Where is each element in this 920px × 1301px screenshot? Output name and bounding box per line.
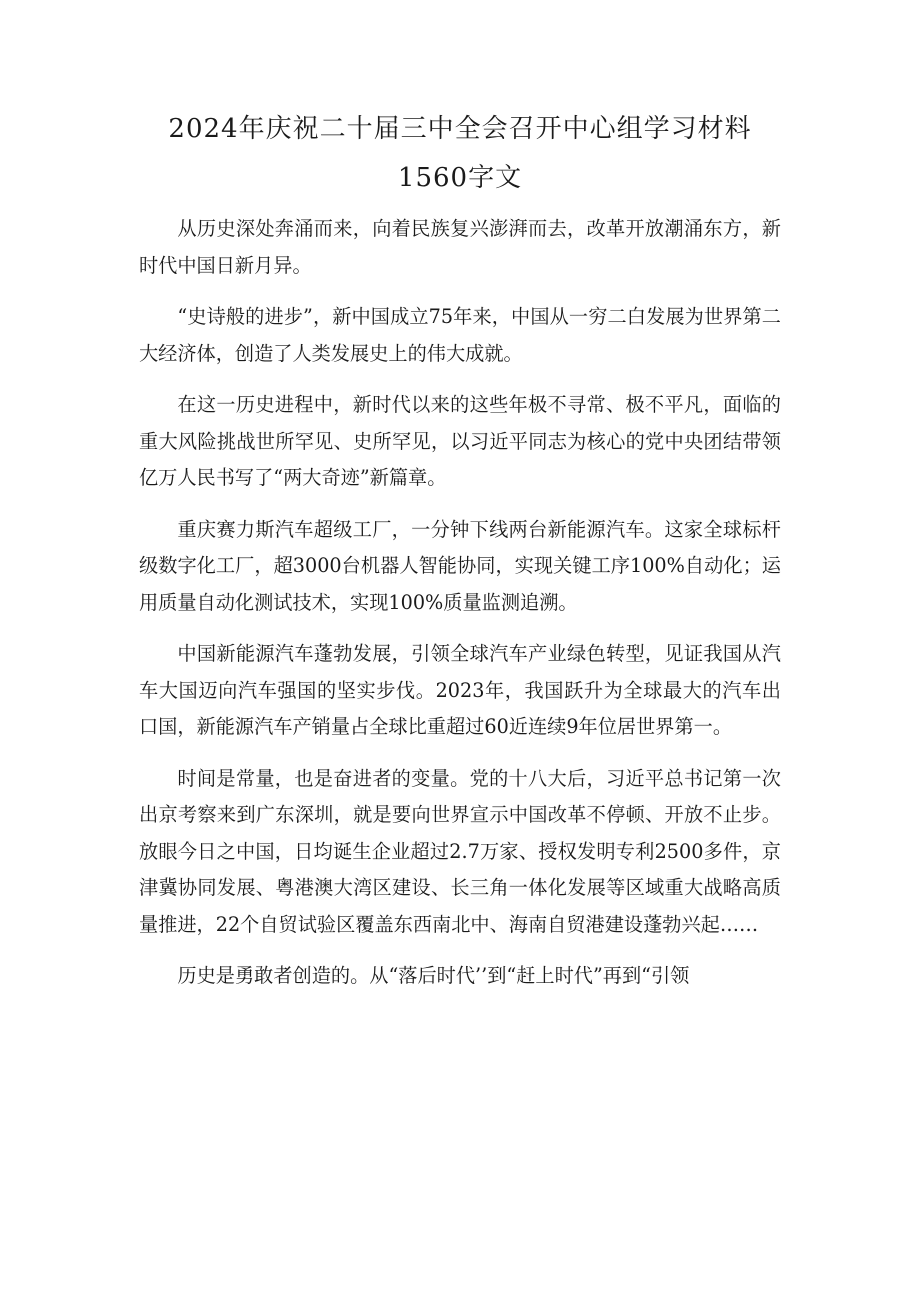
paragraph-5: 中国新能源汽车蓬勃发展，引领全球汽车产业绿色转型，见证我国从汽车大国迈向汽车强国的坚实步伐。2023年，我国跃升为全球最大的汽车出口国，新能源汽车产销量占全球比重超过60近连续9年位居世界第一。 xyxy=(139,642,781,738)
paragraph-2: “史诗般的进步”，新中国成立75年来，中国从一穷二白发展为世界第二大经济体，创造了人类发展史上的伟大成就。 xyxy=(139,305,781,365)
paragraph-7: 历史是勇敢者创造的。从“落后时代’’到“赶上时代”再到“引领 xyxy=(177,964,690,987)
paragraph-6: 时间是常量，也是奋进者的变量。党的十八大后，习近平总书记第一次出京考察来到广东深圳，就是要向世界宣示中国改革不停顿、开放不止步。放眼今日之中国，日均诞生企业超过2.7万家、授权发明专利2500多件，京津冀协同发展、粤港澳大湾区建设、长三角一体化发展等区域重大战略高质量推进，22个自贸试验区覆盖东西南北中、海南自贸港建设蓬勃兴起…… xyxy=(139,766,781,936)
document-body xyxy=(139,211,781,1010)
paragraph-3: 在这一历史进程中，新时代以来的这些年极不寻常、极不平凡，面临的重大风险挑战世所罕见、史所罕见，以习近平同志为核心的党中央团结带领亿万人民书写了“两大奇迹”新篇章。 xyxy=(139,393,781,489)
paragraph-1: 从历史深处奔涌而来，向着民族复兴澎湃而去，改革开放潮涌东方，新时代中国日新月异。 xyxy=(139,217,781,277)
document-title-line-2: 1560字文 xyxy=(397,163,523,193)
paragraph-4: 重庆赛力斯汽车超级工厂，一分钟下线两台新能源汽车。这家全球标杆级数字化工厂，超3000台机器人智能协同，实现关键工序100%自动化；运用质量自动化测试技术，实现100%质量监测追溯。 xyxy=(139,517,781,614)
document-title-line-1: 2024年庆祝二十届三中全会召开中心组学习材料 xyxy=(168,114,752,144)
